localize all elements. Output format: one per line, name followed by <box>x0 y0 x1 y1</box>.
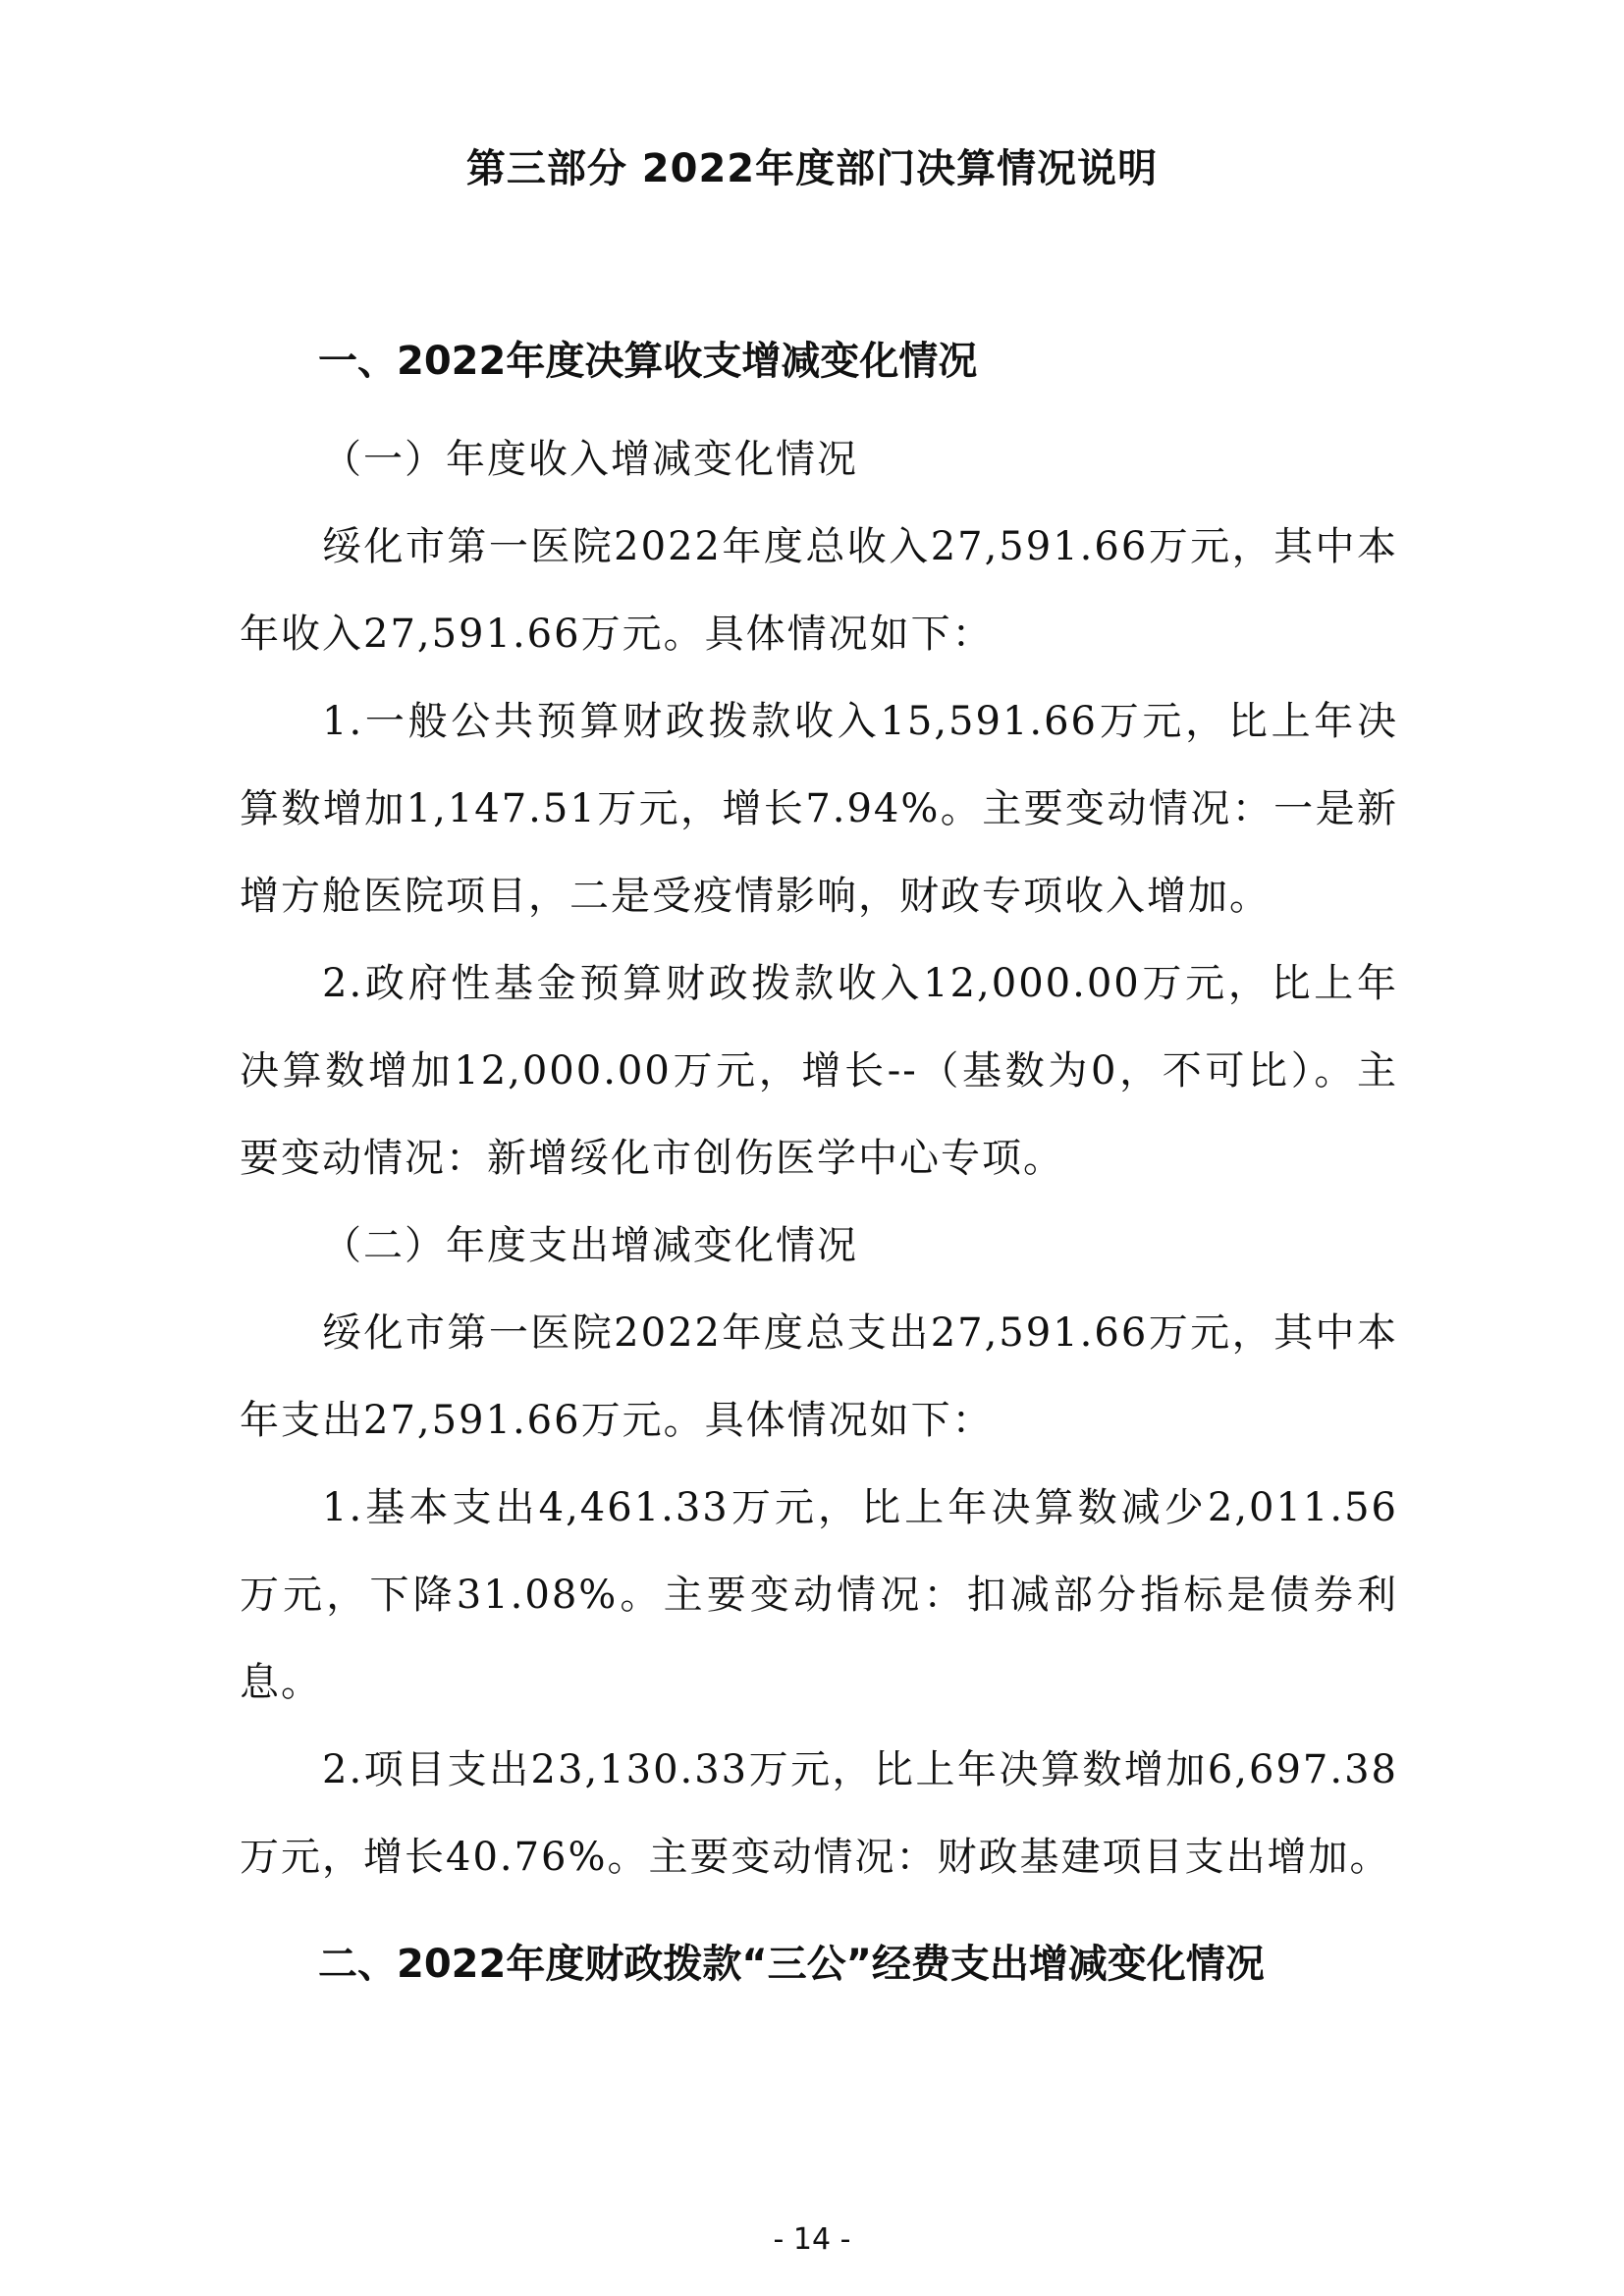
income-item-2-paragraph: 2.政府性基金预算财政拨款收入12,000.00万元，比上年决算数增加12,000.00万元，增长--（基数为0，不可比）。主要变动情况：新增绥化市创伤医学中心专项。 <box>240 961 1398 1181</box>
expense-item-1-paragraph: 1.基本支出4,461.33万元，比上年决算数减少2,011.56万元，下降31.08%。主要变动情况：扣减部分指标是债券利息。 <box>240 1485 1398 1705</box>
income-item-1-paragraph: 1.一般公共预算财政拨款收入15,591.66万元，比上年决算数增加1,147.51万元，增长7.94%。主要变动情况：一是新增方舱医院项目，二是受疫情影响，财政专项收入增加。 <box>240 699 1398 919</box>
income-intro-paragraph: 绥化市第一医院2022年度总收入27,591.66万元，其中本年收入27,591.66万元。具体情况如下： <box>240 524 1398 657</box>
expense-item-2-paragraph: 2.项目支出23,130.33万元，比上年决算数增加6,697.38万元，增长40.76%。主要变动情况：财政基建项目支出增加。 <box>240 1747 1398 1880</box>
document-body <box>240 334 1398 1992</box>
expense-subheading: （二）年度支出增减变化情况 <box>322 1223 858 1268</box>
page-title: 第三部分 2022年度部门决算情况说明 <box>465 146 1159 191</box>
section-heading-2: 二、2022年度财政拨款“三公”经费支出增减变化情况 <box>318 1942 1265 1987</box>
page-number: - 14 - <box>773 2222 851 2257</box>
section-heading-1: 一、2022年度决算收支增减变化情况 <box>318 339 978 384</box>
income-subheading: （一）年度收入增减变化情况 <box>322 437 858 482</box>
expense-intro-paragraph: 绥化市第一医院2022年度总支出27,591.66万元，其中本年支出27,591.66万元。具体情况如下： <box>240 1310 1398 1443</box>
